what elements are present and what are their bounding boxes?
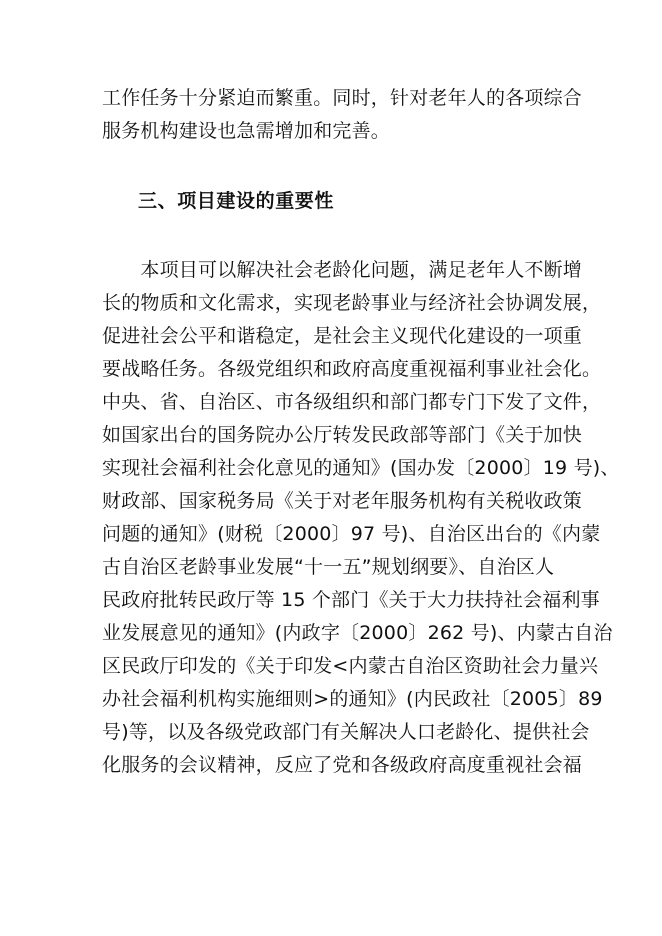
body-line: 要战略任务。各级党组织和政府高度重视福利事业社会化。 <box>102 358 602 380</box>
body-line: 问题的通知》(财税〔2000〕97 号)、自治区出台的《内蒙 <box>102 523 601 545</box>
body-line: 号)等，以及各级党政部门有关解决人口老龄化、提供社会 <box>102 721 590 743</box>
body-line: 实现社会福利社会化意见的通知》(国办发〔2000〕19 号)、 <box>102 457 620 479</box>
body-line: 民政府批转民政厅等 15 个部门《关于大力扶持社会福利事 <box>102 589 600 611</box>
body-line: 促进社会公平和谐稳定，是社会主义现代化建设的一项重 <box>102 325 583 347</box>
body-line: 如国家出台的国务院办公厅转发民政部等部门《关于加快 <box>102 424 583 446</box>
body-line: 长的物质和文化需求，实现老龄事业与经济社会协调发展， <box>102 292 602 314</box>
body-line: 化服务的会议精神，反应了党和各级政府高度重视社会福 <box>102 754 583 776</box>
body-line: 古自治区老龄事业发展“十一五”规划纲要》、自治区人 <box>102 556 555 578</box>
body-line: 中央、省、自治区、市各级组织和部门都专门下发了文件， <box>102 391 602 413</box>
body-line: 财政部、国家税务局《关于对老年服务机构有关税收政策 <box>102 490 583 512</box>
body-line: 本项目可以解决社会老龄化问题，满足老年人不断增 <box>102 259 583 281</box>
body-line: 业发展意见的通知》(内政字〔2000〕262 号)、内蒙古自治 <box>102 622 613 644</box>
intro-line: 工作任务十分紧迫而繁重。同时，针对老年人的各项综合 <box>102 87 583 109</box>
body-line: 办社会福利机构实施细则>的通知》(内民政社〔2005〕89 <box>102 688 603 710</box>
body-line: 区民政厅印发的《关于印发<内蒙古自治区资助社会力量兴 <box>102 655 599 677</box>
intro-line: 服务机构建设也急需增加和完善。 <box>102 120 391 142</box>
section-heading: 三、项目建设的重要性 <box>138 190 335 212</box>
